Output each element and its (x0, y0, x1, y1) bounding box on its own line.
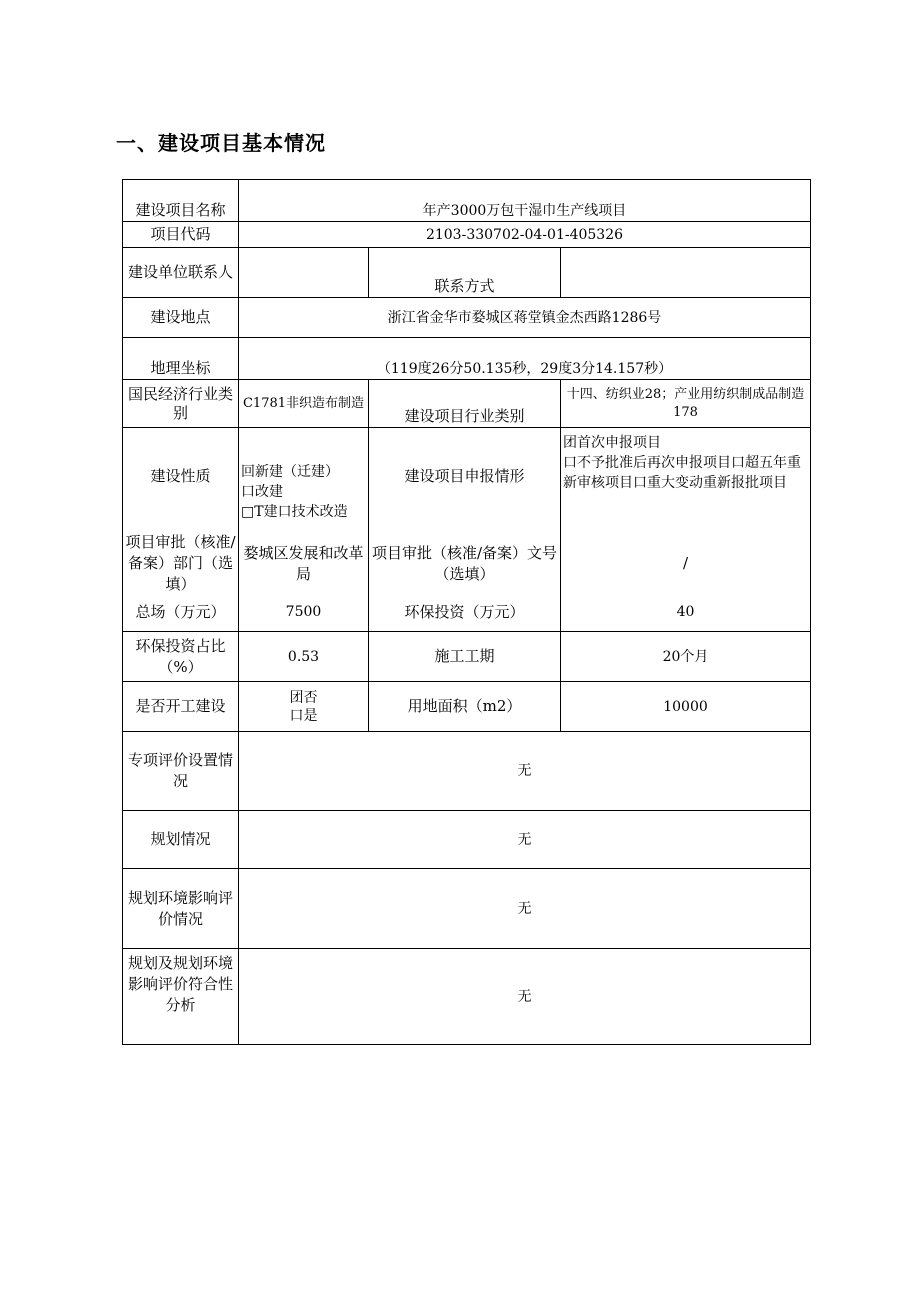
row-ratio (123, 632, 811, 682)
contact-person-value (239, 248, 369, 298)
planning-env-label: 规划环境影响评价情况 (123, 869, 239, 949)
land-area-label: 用地面积（m2） (369, 682, 561, 732)
row-contact (123, 248, 811, 298)
project-info-table (122, 179, 811, 1045)
report-situation-options (561, 428, 811, 526)
project-name-label: 建设项目名称 (123, 180, 239, 222)
row-project-name (123, 180, 811, 222)
project-industry-label: 建设项目行业类别 (369, 380, 561, 428)
construction-nature-label: 建设性质 (123, 428, 239, 526)
report-situation-label: 建设项目申报情形 (369, 428, 561, 526)
row-planning (123, 811, 811, 869)
started-label: 是否开工建设 (123, 682, 239, 732)
row-nature (123, 428, 811, 526)
option-no: 团否 (289, 689, 318, 706)
row-location (123, 298, 811, 338)
coordinates-value: （119度26分50.135秒，29度3分14.157秒） (239, 338, 811, 380)
compliance-label: 规划及规划环境影响评价符合性分析 (123, 949, 239, 1045)
row-approval (123, 526, 811, 602)
option-expansion: □T建口技术改造 (241, 503, 348, 520)
approval-dept-value: 婺城区发展和改革局 (239, 526, 369, 602)
total-investment-value: 7500 (239, 602, 369, 632)
special-eval-label: 专项评价设置情况 (123, 732, 239, 811)
economic-industry-label: 国民经济行业类别 (123, 380, 239, 428)
env-ratio-value: 0.53 (239, 632, 369, 682)
project-code-value: 2103-330702-04-01-405326 (239, 222, 811, 248)
row-special-eval (123, 732, 811, 811)
row-coordinates (123, 338, 811, 380)
project-industry-value: 十四、纺织业28；产业用纺织制成品制造178 (561, 380, 811, 428)
row-planning-env (123, 869, 811, 949)
env-ratio-label: 环保投资占比（%） (123, 632, 239, 682)
row-compliance (123, 949, 811, 1045)
location-label: 建设地点 (123, 298, 239, 338)
compliance-value: 无 (239, 949, 811, 1045)
total-investment-label: 总场（万元） (123, 602, 239, 632)
economic-industry-value: C1781非织造布制造 (239, 380, 369, 428)
planning-value: 无 (239, 811, 811, 869)
special-eval-value: 无 (239, 732, 811, 811)
project-name-value: 年产3000万包干湿巾生产线项目 (239, 180, 811, 222)
construction-period-value: 20个月 (561, 632, 811, 682)
env-investment-label: 环保投资（万元） (369, 602, 561, 632)
contact-person-label: 建设单位联系人 (123, 248, 239, 298)
option-yes: 口是 (289, 707, 318, 724)
option-rebuild: 口改建 (241, 483, 283, 500)
project-code-label: 项目代码 (123, 222, 239, 248)
contact-method-value (561, 248, 811, 298)
planning-env-value: 无 (239, 869, 811, 949)
env-investment-value: 40 (561, 602, 811, 632)
construction-nature-options (239, 428, 369, 526)
location-value: 浙江省金华市婺城区蒋堂镇金杰西路1286号 (239, 298, 811, 338)
approval-doc-value: / (561, 526, 811, 602)
option-first-report: 团首次申报项目 (563, 435, 661, 451)
option-new-build: 回新建（迁建） (241, 463, 339, 480)
coordinates-label: 地理坐标 (123, 338, 239, 380)
approval-doc-label: 项目审批（核准/备案）文号（选填） (369, 526, 561, 602)
started-options (239, 682, 369, 732)
row-industry (123, 380, 811, 428)
planning-label: 规划情况 (123, 811, 239, 869)
row-investment (123, 602, 811, 632)
approval-dept-label: 项目审批（核准/备案）部门（选填） (123, 526, 239, 602)
row-project-code (123, 222, 811, 248)
row-started (123, 682, 811, 732)
contact-method-label: 联系方式 (369, 248, 561, 298)
option-other-reports: 口不予批准后再次申报项目口超五年重新审核项目口重大变动重新报批项目 (563, 455, 801, 491)
land-area-value: 10000 (561, 682, 811, 732)
page-title: 一、建设项目基本情况 (116, 131, 326, 155)
construction-period-label: 施工工期 (369, 632, 561, 682)
